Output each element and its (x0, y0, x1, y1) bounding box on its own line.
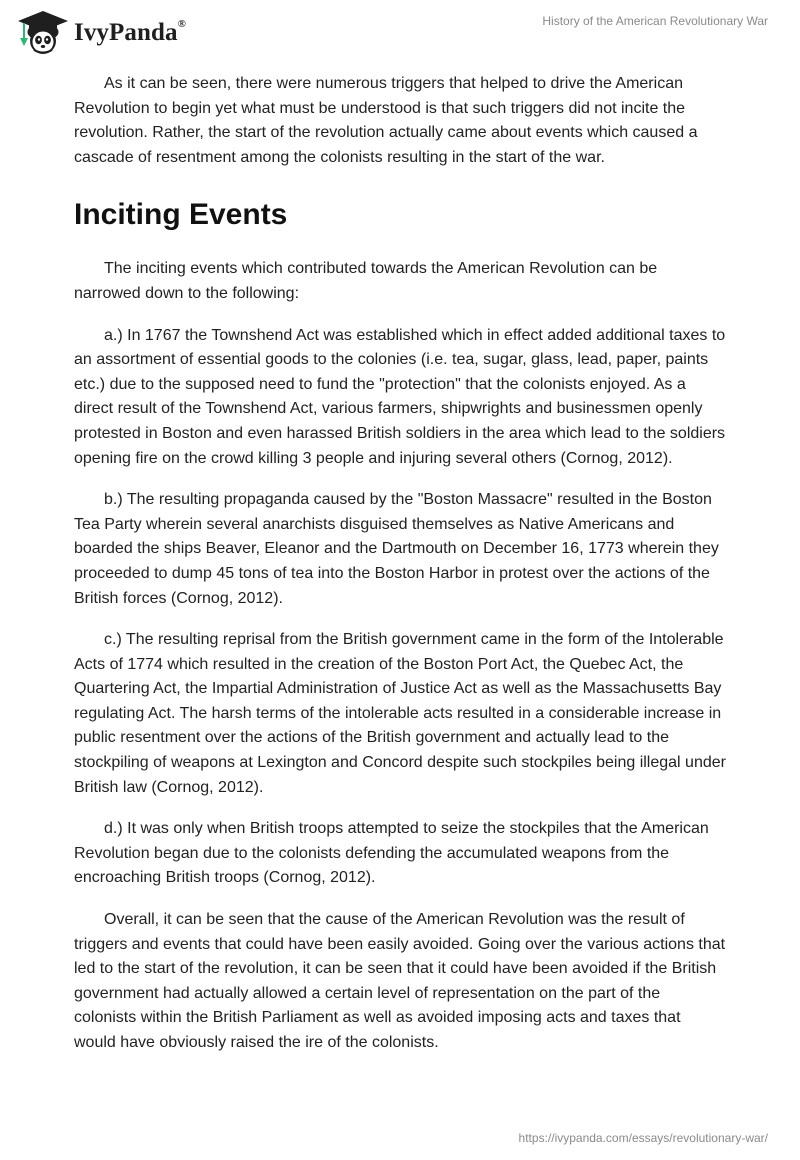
panda-graduate-icon (14, 8, 72, 56)
document-title: History of the American Revolutionary War (542, 14, 768, 28)
paragraph-intro-events: The inciting events which contributed towards the American Revolution can be narrowed down to the following: (74, 260, 658, 302)
paragraph-townshend-act: a.) In 1767 the Townshend Act was established which in effect added additional taxes to an assortment of essential goods to the colonies (i.e. tea, sugar, glass, lead, paper, paints etc.) due to the supposed need to fund the "protection" that the colonists enjoyed. As a direct result of the Townshend Act, various farmers, shipwrights and businessmen openly protested in Boston and even harassed British soldiers in the area which lead to the soldiers opening fire on the crowd killing 3 people and injuring several others (Cornog, 2012). (74, 326, 726, 467)
section-heading: Inciting Events (74, 198, 288, 232)
paragraph-boston-tea-party: b.) The resulting propaganda caused by the "Boston Massacre" resulted in the Boston Tea Party wherein several anarchists disguised themselves as Native Americans and boarded the ships Beaver, Eleanor and the Dartmouth on December 16, 1773 wherein they proceeded to dump 45 tons of tea into the Boston Harbor in protest over the actions of the British forces (Cornog, 2012). (74, 491, 719, 607)
intro-paragraph: As it can be seen, there were numerous triggers that helped to drive the American Revolution to begin yet what must be understood is that such triggers did not incite the revolution. Rather, the start of the revolution actually came about events which caused a cascade of resentment among the colonists resulting in the start of the war. (74, 75, 698, 166)
paragraph-conclusion: Overall, it can be seen that the cause of the American Revolution was the result of triggers and events that could have been easily avoided. Going over the various actions that led to the start of the revolution, it can be seen that it could have been avoided if the British government had actually allowed a certain level of representation on the part of the colonists within the British Parliament as well as avoided imposing acts and taxes that would have obviously raised the ire of the colonists. (74, 911, 726, 1051)
essay-body (74, 72, 726, 1073)
paragraph-intolerable-acts: c.) The resulting reprisal from the British government came in the form of the Intolerable Acts of 1774 which resulted in the creation of the Boston Port Act, the Quebec Act, the Quartering Act, the Impartial Administration of Justice Act as well as the Massachusetts Bay regulating Act. The harsh terms of the intolerable acts resulted in a considerable increase in public resentment over the actions of the British government and actually lead to the stockpiling of weapons at Lexington and Concord despite such stockpiles being illegal under British law (Cornog, 2012). (74, 631, 726, 796)
page-header (0, 0, 800, 64)
paragraph-revolution-begins: d.) It was only when British troops attempted to seize the stockpiles that the American Revolution began due to the colonists defending the accumulated weapons from the encroaching British troops (Cornog, 2012). (74, 820, 709, 887)
footer-url-link[interactable]: https://ivypanda.com/essays/revolutionary-war/ (518, 1131, 768, 1145)
brand-logo[interactable] (14, 8, 186, 56)
brand-name: IvyPanda® (74, 17, 186, 46)
